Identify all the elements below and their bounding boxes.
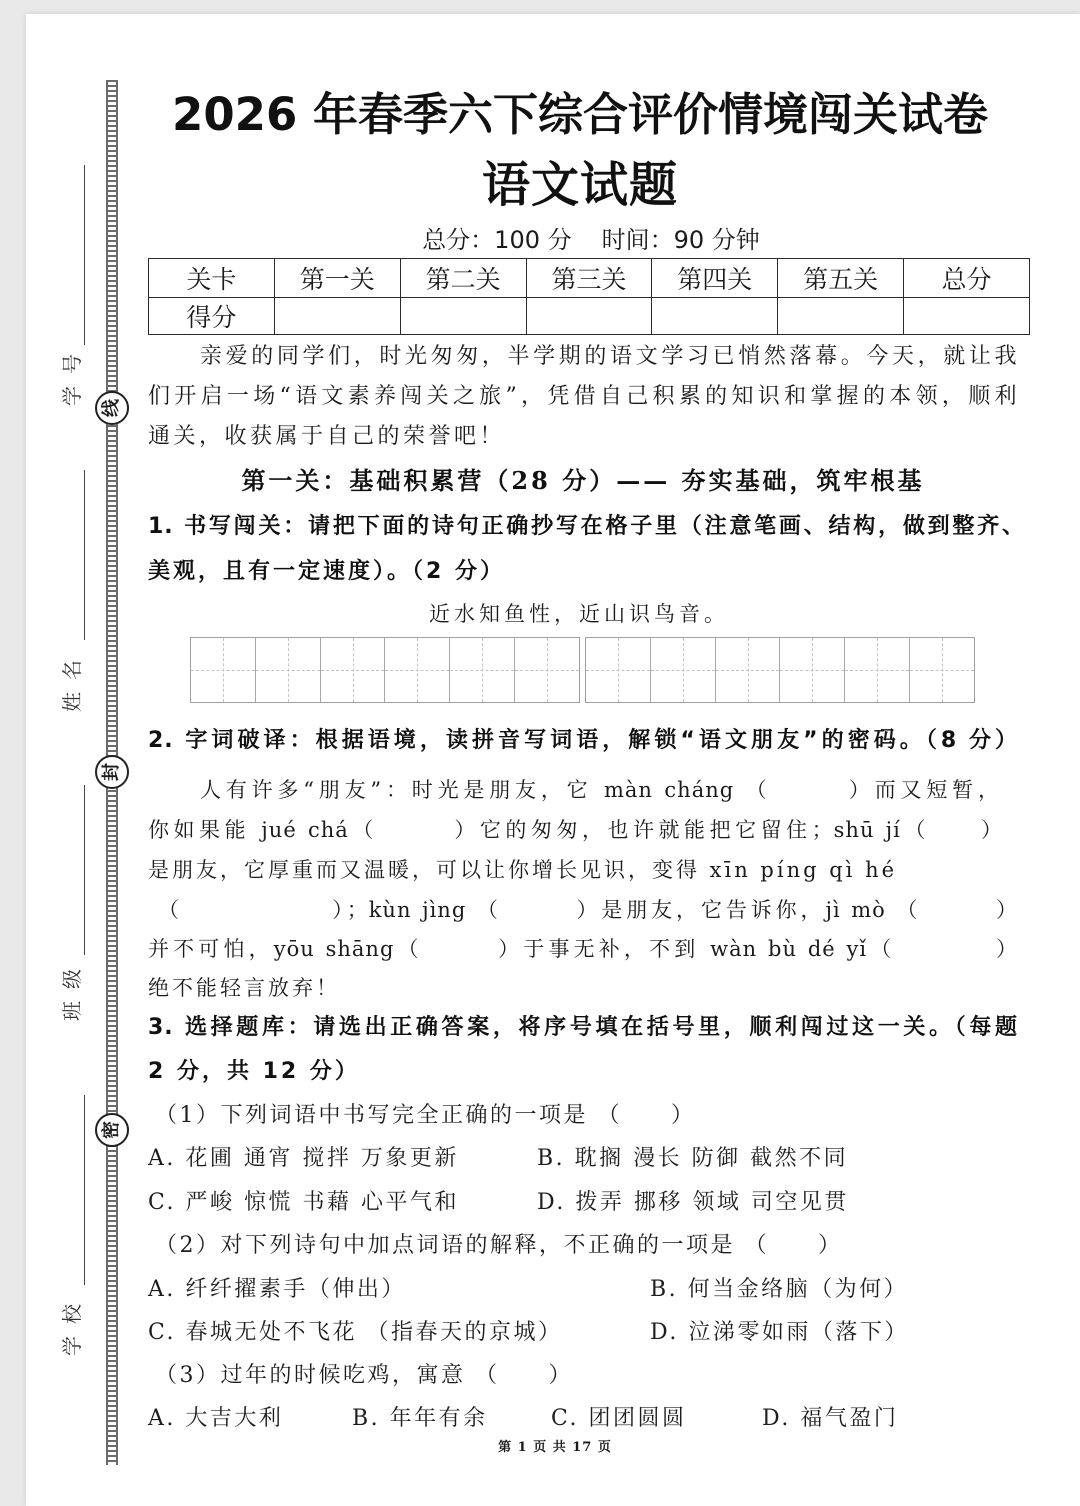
poem-line: 近水知鱼性，近山识鸟音。 (429, 602, 729, 626)
sub-question-3-option-c: C. 团团圆圆 (551, 1406, 687, 1431)
section-heading: 第一关：基础积累营（28 分）—— 夯实基础，筑牢根基 (241, 466, 925, 495)
question-2-text-line: 并不可怕，yōu shāng（ ）于事无补，不到 wàn bù dé yǐ（ ） (148, 937, 1018, 961)
student-id-fill-line (84, 165, 85, 345)
sub-question-3-option-a: A. 大吉大利 (148, 1406, 284, 1431)
sub-question-1-option-a: A. 花圃 通宵 搅拌 万象更新 (148, 1146, 459, 1171)
question-2-title: 2. 字词破译：根据语境，读拼音写词语，解锁“语文朋友”的密码。（8 分） (148, 728, 1018, 753)
sub-question-1-option-b: B. 耽搁 漫长 防御 截然不同 (537, 1146, 849, 1171)
sub-question-1-option-c: C. 严峻 惊慌 书藉 心平气和 (148, 1190, 460, 1215)
header-total: 总分 (904, 259, 1030, 298)
duration-info: 时间：90 分钟 (601, 226, 760, 254)
question-2-text-line: 是朋友，它厚重而又温暖，可以让你增长见识，变得 xīn píng qì hé (148, 858, 898, 882)
sub-question-2-option-c: C. 春城无处不飞花 （指春天的京城） (148, 1320, 563, 1345)
sub-question-2-option-a: A. 纤纤擢素手（伸出） (148, 1277, 406, 1302)
score-table-score-row (149, 298, 1030, 335)
writing-cell (845, 638, 910, 702)
writing-cell (716, 638, 781, 702)
question-1-title: 美观，且有一定速度）。（2 分） (148, 559, 505, 584)
score-cell-level-4 (652, 298, 778, 335)
question-2-text-line: 你如果能 jué chá（ ）它的匆匆，也许就能把它留住；shū jí（ ） (148, 818, 1003, 842)
question-2-text-line: 绝不能轻言放弃！ (148, 976, 340, 1000)
header-level-5: 第五关 (778, 259, 904, 298)
exam-meta (131, 224, 1051, 256)
question-2-text-line: （ ）；kùn jìng （ ）是朋友，它告诉你，jì mò （ ） (158, 898, 1018, 922)
name-label: 姓名 (60, 648, 84, 712)
header-level-3: 第三关 (526, 259, 652, 298)
name-fill-line (84, 470, 85, 640)
seal-secret-mark: 密 (95, 1113, 129, 1147)
writing-cell (385, 638, 450, 702)
header-level: 关卡 (149, 259, 275, 298)
header-level-1: 第一关 (274, 259, 400, 298)
header-level-4: 第四关 (652, 259, 778, 298)
writing-cell (256, 638, 321, 702)
writing-grid (190, 637, 975, 703)
exam-subtitle: 语文试题 (481, 157, 678, 213)
question-2-text-line: 人有许多“朋友”：时光是朋友，它 màn cháng （ ）而又短暂， (200, 778, 1000, 802)
writing-cell (910, 638, 974, 702)
row-label-score: 得分 (149, 298, 275, 335)
writing-grid-group (585, 637, 975, 703)
score-cell-total (904, 298, 1030, 335)
intro-line: 们开启一场“语文素养闯关之旅”，凭借自己积累的知识和掌握的本领，顺利 (148, 384, 1018, 409)
page-number: 第 1 页 共 17 页 (498, 1440, 612, 1455)
sub-question-3-stem: （3）过年的时候吃鸡，寓意 （ ） (155, 1363, 573, 1388)
sub-question-1-stem: （1）下列词语中书写完全正确的一项是 （ ） (155, 1103, 696, 1128)
sub-question-3-option-d: D. 福气盈门 (762, 1406, 899, 1431)
writing-cell (780, 638, 845, 702)
question-1-title: 1. 书写闯关：请把下面的诗句正确抄写在格子里（注意笔画、结构，做到整齐、 (148, 514, 1025, 539)
writing-grid-group (190, 637, 580, 703)
score-cell-level-5 (778, 298, 904, 335)
seal-line-mark: 线 (95, 391, 129, 425)
score-cell-level-2 (400, 298, 526, 335)
class-fill-line (84, 785, 85, 955)
exam-title: 2026 年春季六下综合评价情境闯关试卷 (172, 88, 988, 141)
seal-seal-mark: 封 (95, 755, 129, 789)
writing-cell (651, 638, 716, 702)
writing-cell (515, 638, 579, 702)
sub-question-2-stem: （2）对下列诗句中加点词语的解释，不正确的一项是 （ ） (155, 1233, 843, 1258)
question-3-title: 3. 选择题库：请选出正确答案，将序号填在括号里，顺利闯过这一关。（每题 (148, 1015, 1018, 1040)
writing-cell (191, 638, 256, 702)
sub-question-2-option-d: D. 泣涕零如雨（落下） (650, 1320, 909, 1345)
student-id-label: 学号 (60, 342, 84, 406)
school-fill-line (84, 1095, 85, 1285)
score-table-header-row (149, 259, 1030, 298)
school-label: 学校 (60, 1292, 84, 1356)
writing-cell (450, 638, 515, 702)
class-label: 班级 (60, 957, 84, 1021)
writing-cell (586, 638, 651, 702)
sub-question-2-option-b: B. 何当金络脑（为何） (650, 1277, 909, 1302)
writing-cell (321, 638, 386, 702)
header-level-2: 第二关 (400, 259, 526, 298)
score-table (148, 258, 1030, 335)
sub-question-3-option-b: B. 年年有余 (352, 1406, 488, 1431)
sub-question-1-option-d: D. 拨弄 挪移 领域 司空见贯 (537, 1190, 849, 1215)
score-cell-level-3 (526, 298, 652, 335)
score-cell-level-1 (274, 298, 400, 335)
question-3-title: 2 分，共 12 分） (148, 1059, 360, 1084)
intro-line: 通关，收获属于自己的荣誉吧！ (148, 424, 506, 449)
intro-line: 亲爱的同学们，时光匆匆，半学期的语文学习已悄然落幕。今天，就让我 (200, 344, 1018, 369)
total-score-info: 总分：100 分 (422, 226, 572, 254)
